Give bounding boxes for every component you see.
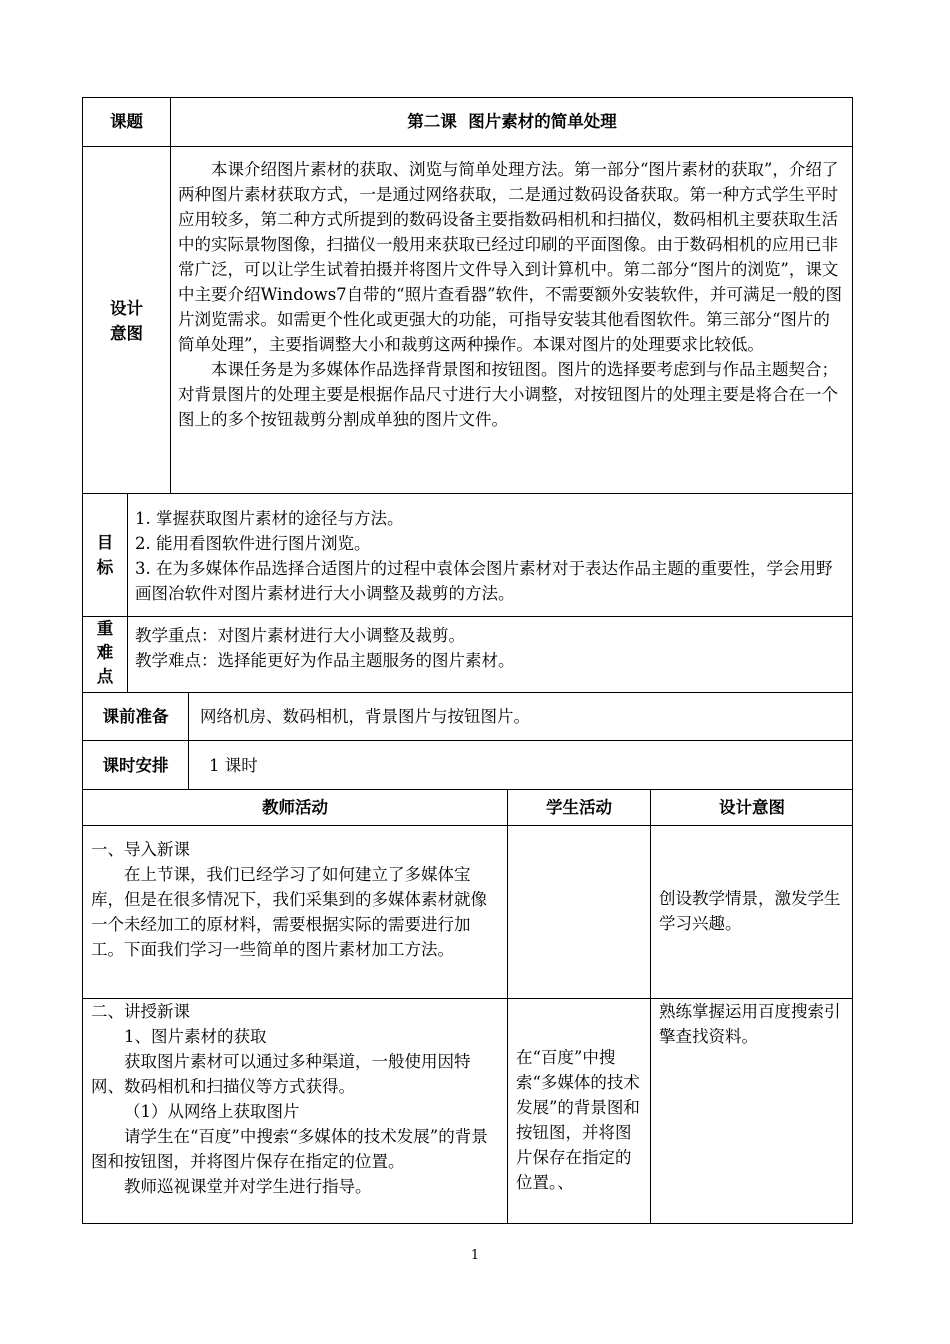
design-intent-intro: 创设教学情景，激发学生学习兴趣。 bbox=[659, 889, 841, 933]
preparation-value: 网络机房、数码相机，背景图片与按钮图片。 bbox=[200, 707, 530, 726]
column-divider bbox=[127, 493, 128, 692]
design-intent-paragraph: 本课介绍图片素材的获取、浏览与简单处理方法。第一部分“图片素材的获取”，介绍了两种图片素材获取方式，一是通过网络获取，二是通过数码设备获取。第一种方式学生平时应用较多，第二种方式所提到的数码设备主要指数码相机和扫描仪，数码相机主要获取生活中的实际景物图像，扫描仪一般用来获取已经过印刷的平面图像。由于数码相机的应用已非常广泛，可以让学生试着拍摄并将图片文件导入到计算机中。第二部分“图片的浏览”，课文中主要介绍Windows7自带的“照片查看器”软件，不需要额外安装软件，并可满足一般的图片浏览需求。如需更个性化或更强大的功能，可指导安装其他看图软件。第三部分“图片的简单处理”，主要指调整大小和裁剪这两种操作。本课对图片的处理要求比较低。 bbox=[178, 160, 843, 354]
key-points-label: 重 难 点 bbox=[96, 619, 114, 686]
preparation-label: 课前准备 bbox=[102, 707, 169, 726]
goal-item: 3. 在为多媒体作品选择合适图片的过程中袁体会图片素材对于表达作品主题的重要性，学会用野画图冶软件对图片素材进行大小调整及裁剪的方法。 bbox=[135, 559, 833, 603]
section-title: 一、导入新课 bbox=[91, 840, 190, 859]
row-divider bbox=[82, 616, 853, 617]
row-divider bbox=[82, 493, 853, 494]
teacher-text: 获取图片素材可以通过多种渠道，一般使用因特网、数码相机和扫描仪等方式获得。 bbox=[91, 1052, 471, 1096]
teaching-focus: 教学重点：对图片素材进行大小调整及裁剪。 bbox=[135, 626, 465, 645]
teacher-activity-lecture bbox=[91, 999, 499, 1199]
header-student-activity: 学生活动 bbox=[546, 798, 612, 817]
teacher-activity-intro bbox=[91, 837, 499, 962]
column-divider bbox=[170, 97, 171, 493]
column-divider bbox=[507, 789, 508, 1224]
row-divider bbox=[82, 740, 853, 741]
goal-item: 2. 能用看图软件进行图片浏览。 bbox=[135, 534, 371, 553]
design-intent-lecture: 熟练掌握运用百度搜索引擎查找资料。 bbox=[659, 1002, 841, 1046]
schedule-label: 课时安排 bbox=[102, 756, 169, 775]
key-points-content bbox=[135, 623, 840, 673]
row-divider bbox=[82, 789, 853, 790]
column-divider bbox=[188, 692, 189, 789]
teacher-text: 在上节课，我们已经学习了如何建立了多媒体宝库，但是在很多情况下，我们采集到的多媒体素材就像一个未经加工的原材料，需要根据实际的需要进行加工。下面我们学习一些简单的图片素材加工方法。 bbox=[91, 865, 487, 959]
subsection-title: 1、图片素材的获取 bbox=[124, 1027, 267, 1046]
goals-label: 目 标 bbox=[96, 533, 114, 577]
teacher-text: 教师巡视课堂并对学生进行指导。 bbox=[124, 1177, 372, 1196]
teacher-text: 请学生在“百度”中搜索“多媒体的技术发展”的背景图和按钮图，并将图片保存在指定的位置。 bbox=[91, 1127, 488, 1171]
header-design-intent: 设计意图 bbox=[719, 798, 785, 817]
goal-item: 1. 掌握获取图片素材的途径与方法。 bbox=[135, 509, 404, 528]
schedule-value: 1 课时 bbox=[209, 756, 258, 775]
page-number: 1 bbox=[470, 1248, 480, 1263]
design-intent-paragraph: 本课任务是为多媒体作品选择背景图和按钮图。图片的选择要考虑到与作品主题契合；对背景图片的处理主要是根据作品尺寸进行大小调整，对按钮图片的处理主要是将合在一个图上的多个按钮裁剪分割成单独的图片文件。 bbox=[178, 360, 838, 429]
row-divider bbox=[82, 825, 853, 826]
row-divider bbox=[82, 146, 853, 147]
row-divider bbox=[82, 692, 853, 693]
design-intent-label: 设计 意图 bbox=[110, 299, 143, 343]
goals-content bbox=[135, 506, 840, 606]
design-intent-content bbox=[178, 157, 844, 432]
section-title: 二、讲授新课 bbox=[91, 1002, 190, 1021]
topic-title: 第二课 图片素材的简单处理 bbox=[407, 112, 617, 131]
student-activity-lecture: 在“百度”中搜索“多媒体的技术发展”的背景图和按钮图，并将图片保存在指定的位置。、 bbox=[516, 1048, 640, 1192]
subsection-title: （1）从网络上获取图片 bbox=[124, 1102, 300, 1121]
topic-label: 课题 bbox=[110, 112, 143, 131]
column-divider bbox=[650, 789, 651, 1224]
teaching-difficulty: 教学难点：选择能更好为作品主题服务的图片素材。 bbox=[135, 651, 515, 670]
header-teacher-activity: 教师活动 bbox=[262, 798, 328, 817]
